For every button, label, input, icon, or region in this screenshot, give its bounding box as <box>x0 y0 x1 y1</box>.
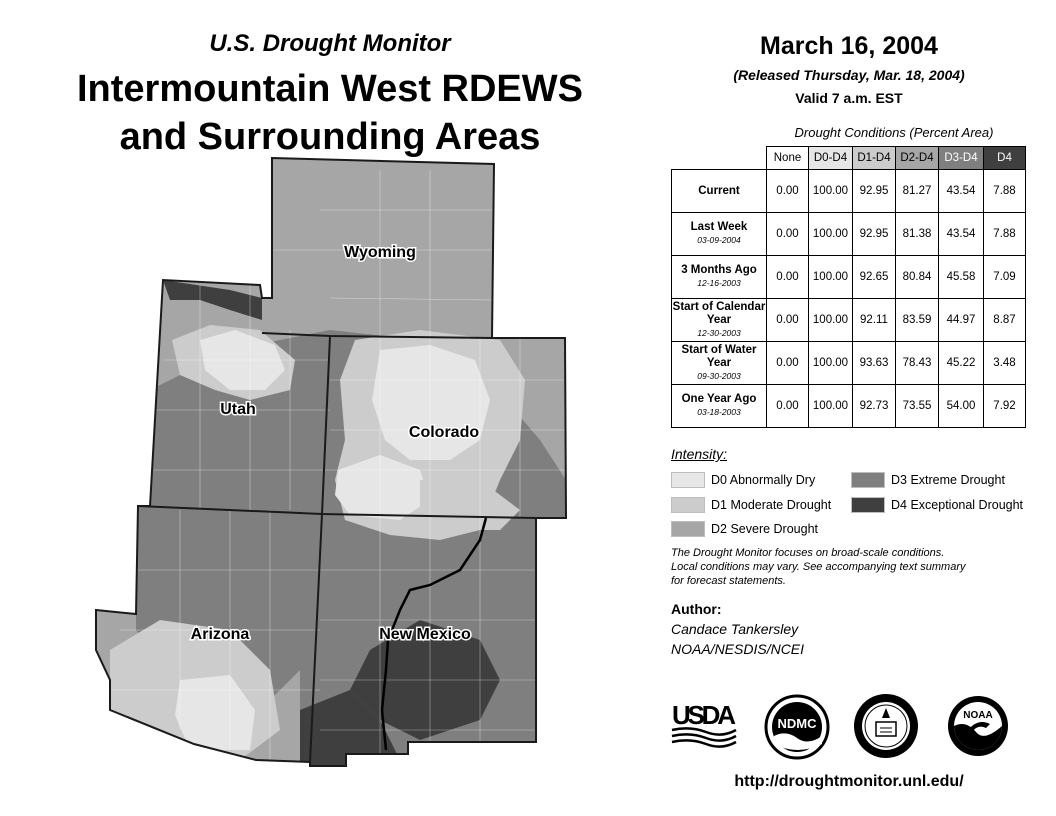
row-label <box>672 213 767 256</box>
table-cell: 44.97 <box>939 299 984 342</box>
table-cell: 80.84 <box>896 256 939 299</box>
legend-heading: Intensity: <box>671 446 728 462</box>
legend-label: D0 Abnormally Dry <box>711 473 816 487</box>
state-label-colorado: Colorado <box>408 424 480 441</box>
col-header-d2-d4: D2-D4 <box>896 147 939 170</box>
note-line-1: The Drought Monitor focuses on broad-scale conditions. <box>671 547 945 559</box>
table-cell: 43.54 <box>939 213 984 256</box>
valid-time: Valid 7 a.m. EST <box>795 90 903 106</box>
usda-logo <box>670 698 740 748</box>
map-subtitle: U.S. Drought Monitor <box>209 30 451 57</box>
col-header-none: None <box>767 147 809 170</box>
table-cell: 92.95 <box>853 170 896 213</box>
note-line-3: for forecast statements. <box>671 575 786 587</box>
table-corner <box>672 147 767 170</box>
table-row <box>672 170 1026 213</box>
table-cell: 81.27 <box>896 170 939 213</box>
table-cell: 43.54 <box>939 170 984 213</box>
author-heading: Author: <box>671 601 722 617</box>
table-cell: 100.00 <box>809 170 853 213</box>
table-cell: 100.00 <box>809 342 853 385</box>
table-cell: 0.00 <box>767 213 809 256</box>
table-cell: 92.11 <box>853 299 896 342</box>
table-cell: 7.88 <box>984 170 1026 213</box>
table-cell: 8.87 <box>984 299 1026 342</box>
legend-swatch <box>671 497 705 513</box>
table-row <box>672 385 1026 428</box>
legend-item-d1 <box>671 497 831 513</box>
drought-conditions-table <box>671 146 1026 428</box>
row-date: 03-18-2003 <box>697 407 741 417</box>
table-cell: 0.00 <box>767 170 809 213</box>
legend-item-d4 <box>851 497 1023 513</box>
row-label <box>672 342 767 385</box>
note-line-2: Local conditions may vary. See accompanying text summary <box>671 561 966 573</box>
drought-map <box>0 150 640 790</box>
table-cell: 3.48 <box>984 342 1026 385</box>
table-cell: 83.59 <box>896 299 939 342</box>
legend-swatch <box>671 472 705 488</box>
table-cell: 54.00 <box>939 385 984 428</box>
table-cell: 0.00 <box>767 385 809 428</box>
release-date: (Released Thursday, Mar. 18, 2004) <box>733 67 965 83</box>
noaa-logo <box>946 694 1010 758</box>
table-cell: 73.55 <box>896 385 939 428</box>
table-cell: 0.00 <box>767 299 809 342</box>
table-cell: 7.88 <box>984 213 1026 256</box>
row-date: 12-16-2003 <box>697 278 741 288</box>
legend-label: D2 Severe Drought <box>711 522 819 536</box>
table-cell: 92.65 <box>853 256 896 299</box>
map-title-line-2: and Surrounding Areas <box>119 116 541 158</box>
row-label <box>672 299 767 342</box>
table-row <box>672 256 1026 299</box>
table-cell: 100.00 <box>809 213 853 256</box>
table-cell: 92.73 <box>853 385 896 428</box>
ndmc-logo-text: NDMC <box>777 716 817 731</box>
col-header-d0-d4: D0-D4 <box>809 147 853 170</box>
row-label-text: Last Week <box>690 221 748 233</box>
noaa-logo-text: NOAA <box>963 710 993 721</box>
col-header-d3-d4: D3-D4 <box>939 147 984 170</box>
legend-swatch <box>851 472 885 488</box>
row-label-text: Start of Water Year <box>681 343 757 369</box>
table-cell: 45.22 <box>939 342 984 385</box>
usda-logo-text: USDA <box>672 700 736 730</box>
legend-label: D1 Moderate Drought <box>711 498 832 512</box>
state-label-new-mexico: New Mexico <box>379 626 471 643</box>
legend-item-d3 <box>851 472 1005 488</box>
table-cell: 7.09 <box>984 256 1026 299</box>
row-label <box>672 170 767 213</box>
state-label-arizona: Arizona <box>190 626 250 643</box>
table-cell: 92.95 <box>853 213 896 256</box>
table-cell: 0.00 <box>767 342 809 385</box>
col-header-d1-d4: D1-D4 <box>853 147 896 170</box>
table-cell: 45.58 <box>939 256 984 299</box>
row-date: 12-30-2003 <box>697 327 741 338</box>
table-row <box>672 342 1026 385</box>
legend-label: D3 Extreme Drought <box>891 473 1005 487</box>
row-label <box>672 385 767 428</box>
legend-swatch <box>851 497 885 513</box>
map-title-line-1: Intermountain West RDEWS <box>77 68 583 110</box>
row-label-text: 3 Months Ago <box>681 264 757 276</box>
table-header-row <box>672 147 1026 170</box>
table-row <box>672 213 1026 256</box>
legend-label: D4 Exceptional Drought <box>891 498 1024 512</box>
table-row <box>672 299 1026 342</box>
table-caption: Drought Conditions (Percent Area) <box>794 125 994 140</box>
row-label-text: Current <box>698 184 740 197</box>
legend-swatch <box>671 521 705 537</box>
author-organization: NOAA/NESDIS/NCEI <box>671 641 805 657</box>
author-name: Candace Tankersley <box>671 621 799 637</box>
row-date: 03-09-2004 <box>697 235 741 245</box>
state-label-utah: Utah <box>220 401 256 418</box>
legend-item-d0 <box>671 472 815 488</box>
table-cell: 93.63 <box>853 342 896 385</box>
row-label-text: One Year Ago <box>681 393 757 405</box>
table-cell: 100.00 <box>809 385 853 428</box>
legend-item-d2 <box>671 521 818 537</box>
table-cell: 100.00 <box>809 299 853 342</box>
commerce-seal <box>852 692 920 760</box>
table-cell: 81.38 <box>896 213 939 256</box>
disclaimer-note <box>671 546 1031 588</box>
table-cell: 7.92 <box>984 385 1026 428</box>
row-label-text: Start of Calendar Year <box>672 300 766 326</box>
table-cell: 0.00 <box>767 256 809 299</box>
row-label <box>672 256 767 299</box>
website-url[interactable]: http://droughtmonitor.unl.edu/ <box>734 773 964 790</box>
map-date: March 16, 2004 <box>760 32 938 60</box>
row-date: 09-30-2003 <box>697 370 741 381</box>
table-cell: 100.00 <box>809 256 853 299</box>
col-header-d4: D4 <box>984 147 1026 170</box>
table-cell: 78.43 <box>896 342 939 385</box>
state-label-wyoming: Wyoming <box>344 244 416 261</box>
ndmc-logo <box>764 694 830 760</box>
